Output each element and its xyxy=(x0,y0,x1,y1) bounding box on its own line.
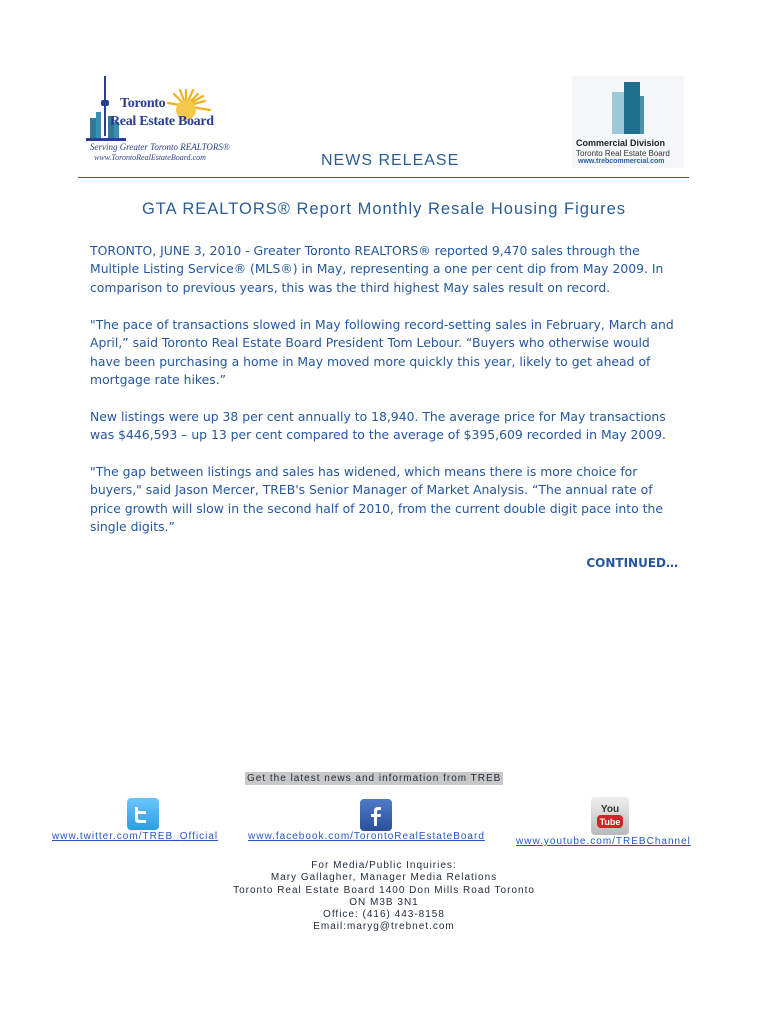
news-release-label: NEWS RELEASE xyxy=(321,152,460,169)
media-contact-block xyxy=(0,860,768,934)
continued-label: CONTINUED… xyxy=(586,556,678,570)
logo-url: www.TorontoRealEstateBoard.com xyxy=(94,153,206,162)
contact-postal: ON M3B 3N1 xyxy=(349,896,419,908)
contact-phone: Office: (416) 443-8158 xyxy=(323,909,445,921)
youtube-icon-text-tube: Tube xyxy=(599,817,621,827)
paragraph-analyst-quote: "The gap between listings and sales has widened, which means there is more choice for buyers," said Jason Mercer, TREB's Senior Manager of Market Analysis. “The annual rate of price growth will slow in the second half of 2010, from the current double digit pace into the single digits.” xyxy=(90,464,663,534)
facebook-icon[interactable] xyxy=(360,799,392,831)
footer-banner: Get the latest news and information from TREB xyxy=(247,773,502,784)
building-icon xyxy=(612,82,646,134)
contact-address: Toronto Real Estate Board 1400 Don Mills Road Toronto xyxy=(233,884,535,896)
youtube-link[interactable]: www.youtube.com/TREBChannel xyxy=(516,836,691,847)
division-name: Commercial Division xyxy=(576,138,666,148)
twitter-icon[interactable] xyxy=(127,798,159,830)
treb-logo xyxy=(86,76,230,168)
header-divider xyxy=(78,177,689,178)
facebook-link[interactable]: www.facebook.com/TorontoRealEstateBoard xyxy=(248,831,485,842)
logo-text-toronto: Toronto xyxy=(120,96,166,111)
contact-heading: For Media/Public Inquiries: xyxy=(311,860,457,871)
paragraph-listings: New listings were up 38 per cent annually to 18,940. The average price for May transactions was $446,593 – up 13 per cent compared to the average of $395,609 recorded in May 2009. xyxy=(90,409,666,443)
division-board: Toronto Real Estate Board xyxy=(576,149,670,158)
youtube-icon[interactable] xyxy=(591,797,629,835)
contact-email[interactable]: Email:maryg@trebnet.com xyxy=(313,921,455,933)
commercial-division-logo xyxy=(572,76,684,168)
headline: GTA REALTORS® Report Monthly Resale Housing Figures xyxy=(141,200,627,218)
twitter-link[interactable]: www.twitter.com/TREB_Official xyxy=(52,831,219,842)
division-url: www.trebcommercial.com xyxy=(578,158,665,165)
paragraph-president-quote: "The pace of transactions slowed in May following record-setting sales in February, March and April,” said Toronto Real Estate Board President Tom Lebour. “Buyers who otherwise would have been purchasing a home in May moved more quickly this year, likely to get ahead of mortgage rate hikes.” xyxy=(90,317,674,387)
contact-person: Mary Gallagher, Manager Media Relations xyxy=(270,872,498,884)
youtube-icon-text-you: You xyxy=(600,804,620,815)
logo-text-board: Real Estate Board xyxy=(110,114,214,129)
paragraph-intro: TORONTO, JUNE 3, 2010 - Greater Toronto REALTORS® reported 9,470 sales through the Multiple Listing Service® (MLS®) in May, representing a one per cent dip from May 2009. In comparison to previous years, this was the third highest May sales result on record. xyxy=(90,243,664,295)
logo-tagline: Serving Greater Toronto REALTORS® xyxy=(90,142,230,152)
